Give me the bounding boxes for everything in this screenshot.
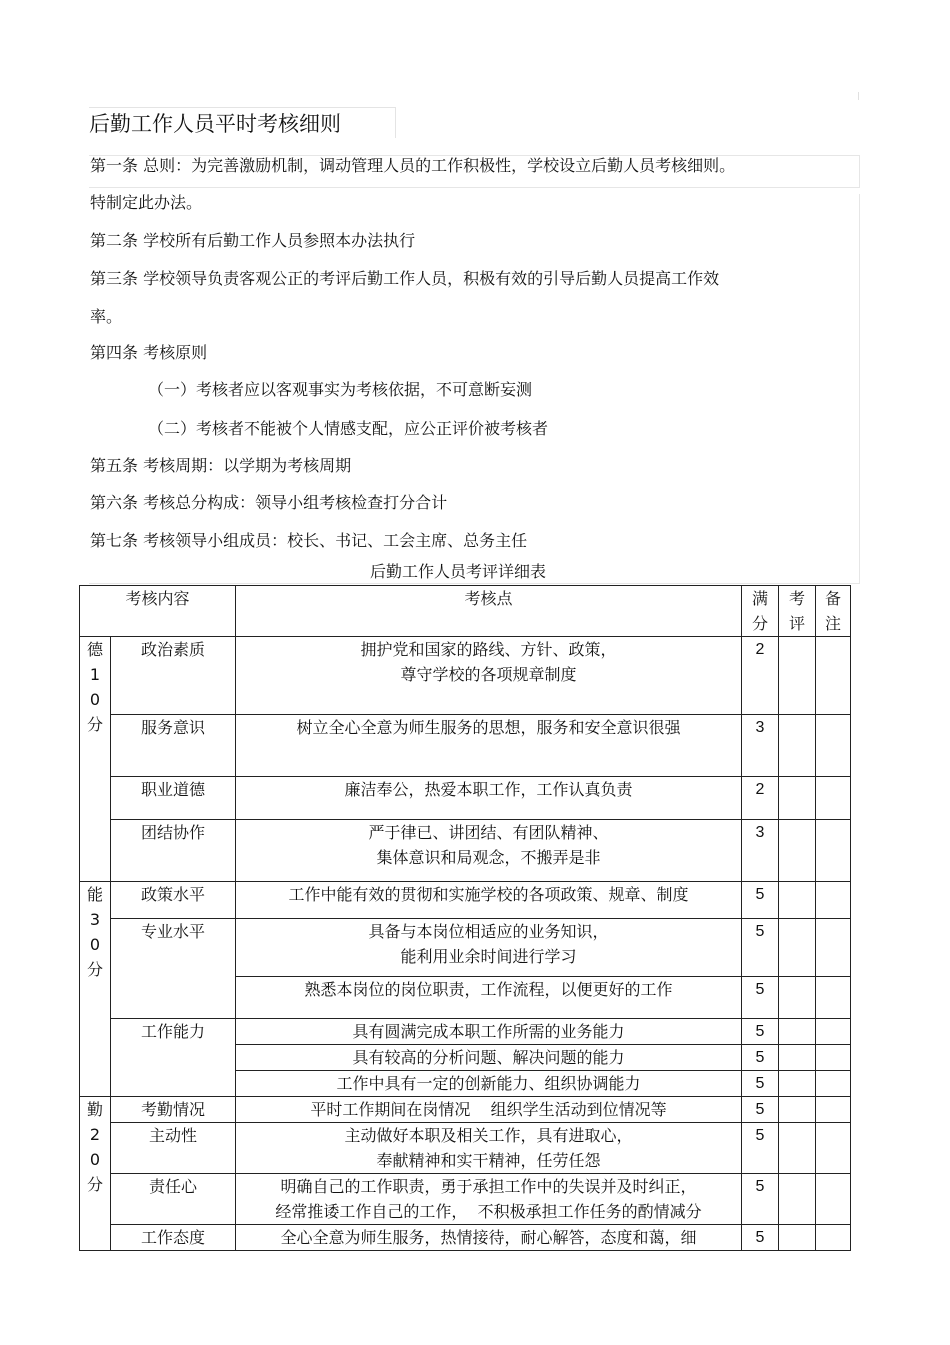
points-cell bbox=[236, 882, 742, 919]
eval-cell bbox=[779, 1045, 816, 1071]
point-line: 工作中能有效的贯彻和实施学校的各项政策、规章、制度 bbox=[288, 885, 689, 904]
score-cell: 5 bbox=[742, 1071, 779, 1097]
note-cell bbox=[816, 977, 851, 1019]
article-5: 第五条 考核周期：以学期为考核周期 bbox=[90, 456, 352, 475]
point-line: 具有较高的分析问题、解决问题的能力 bbox=[352, 1048, 625, 1067]
note-cell bbox=[816, 715, 851, 777]
article-4: 第四条 考核原则 bbox=[90, 343, 208, 362]
category-char: 3 bbox=[89, 910, 101, 929]
note-cell bbox=[816, 1225, 851, 1251]
category-char: 2 bbox=[89, 1125, 101, 1144]
score-cell: 5 bbox=[742, 977, 779, 1019]
score-cell: 3 bbox=[742, 820, 779, 882]
table-row bbox=[80, 1225, 851, 1251]
score-cell: 5 bbox=[742, 1097, 779, 1123]
article-2: 第二条 学校所有后勤工作人员参照本办法执行 bbox=[90, 231, 416, 250]
point-line: 具备与本岗位相适应的业务知识， bbox=[368, 922, 609, 941]
point-line: 熟悉本岗位的岗位职责，工作流程，以便更好的工作 bbox=[304, 980, 673, 999]
point-line: 拥护党和国家的路线、方针、政策， bbox=[360, 640, 617, 659]
item-cell: 专业水平 bbox=[111, 919, 236, 1019]
eval-cell bbox=[779, 1225, 816, 1251]
score-cell: 3 bbox=[742, 715, 779, 777]
category-virtue bbox=[80, 637, 111, 882]
points-cell bbox=[236, 1225, 742, 1251]
points-cell bbox=[236, 1019, 742, 1045]
points-cell bbox=[236, 977, 742, 1019]
article-6: 第六条 考核总分构成：领导小组考核检查打分合计 bbox=[90, 493, 448, 512]
category-char: 0 bbox=[89, 690, 101, 709]
header-note-1: 备 bbox=[824, 589, 841, 608]
eval-cell bbox=[779, 919, 816, 977]
points-cell bbox=[236, 1097, 742, 1123]
points-cell bbox=[236, 777, 742, 820]
point-line: 平时工作期间在岗情况 组织学生活动到位情况等 bbox=[310, 1100, 667, 1119]
points-cell bbox=[236, 715, 742, 777]
score-cell: 5 bbox=[742, 1174, 779, 1225]
points-cell bbox=[236, 1174, 742, 1225]
category-char: 勤 bbox=[86, 1100, 103, 1119]
header-eval-1: 考 bbox=[788, 589, 805, 608]
item-cell: 职业道德 bbox=[111, 777, 236, 820]
point-line: 能利用业余时间进行学习 bbox=[400, 947, 577, 966]
table-row bbox=[80, 637, 851, 715]
point-line: 具有圆满完成本职工作所需的业务能力 bbox=[352, 1022, 625, 1041]
eval-cell bbox=[779, 882, 816, 919]
points-cell bbox=[236, 1045, 742, 1071]
category-char: 德 bbox=[86, 640, 103, 659]
item-cell: 服务意识 bbox=[111, 715, 236, 777]
table-row bbox=[80, 820, 851, 882]
item-cell: 责任心 bbox=[111, 1174, 236, 1225]
note-cell bbox=[816, 637, 851, 715]
points-cell bbox=[236, 1123, 742, 1174]
note-cell bbox=[816, 777, 851, 820]
eval-cell bbox=[779, 777, 816, 820]
item-cell: 政治素质 bbox=[111, 637, 236, 715]
item-cell: 政策水平 bbox=[111, 882, 236, 919]
note-cell bbox=[816, 1045, 851, 1071]
note-cell bbox=[816, 1123, 851, 1174]
eval-cell bbox=[779, 715, 816, 777]
category-ability bbox=[80, 882, 111, 1097]
point-line: 经常推诿工作自己的工作， 不积极承担工作任务的酌情减分 bbox=[275, 1202, 702, 1221]
point-line: 主动做好本职及相关工作，具有进取心， bbox=[344, 1126, 633, 1145]
point-line: 全心全意为师生服务，热情接待，耐心解答，态度和蔼，细 bbox=[280, 1228, 697, 1247]
item-cell: 团结协作 bbox=[111, 820, 236, 882]
header-full-score bbox=[742, 586, 779, 637]
score-cell: 5 bbox=[742, 1045, 779, 1071]
score-cell: 5 bbox=[742, 919, 779, 977]
header-evaluation bbox=[779, 586, 816, 637]
item-cell: 考勤情况 bbox=[111, 1097, 236, 1123]
points-cell bbox=[236, 1071, 742, 1097]
point-line: 树立全心全意为师生服务的思想，服务和安全意识很强 bbox=[296, 718, 681, 737]
note-cell bbox=[816, 820, 851, 882]
article-7: 第七条 考核领导小组成员：校长、书记、工会主席、总务主任 bbox=[90, 531, 528, 550]
table-row bbox=[80, 1123, 851, 1174]
score-cell: 5 bbox=[742, 1019, 779, 1045]
header-note bbox=[816, 586, 851, 637]
point-line: 集体意识和局观念，不搬弄是非 bbox=[376, 848, 601, 867]
category-diligence bbox=[80, 1097, 111, 1251]
table-caption: 后勤工作人员考评详细表 bbox=[370, 562, 547, 581]
header-full-2: 分 bbox=[751, 614, 768, 633]
score-cell: 2 bbox=[742, 777, 779, 820]
score-cell: 5 bbox=[742, 1225, 779, 1251]
point-line: 廉洁奉公，热爱本职工作，工作认真负责 bbox=[344, 780, 633, 799]
eval-cell bbox=[779, 1019, 816, 1045]
point-line: 工作中具有一定的创新能力、组织协调能力 bbox=[336, 1074, 641, 1093]
page-title: 后勤工作人员平时考核细则 bbox=[89, 107, 396, 138]
table-row bbox=[80, 777, 851, 820]
score-cell: 5 bbox=[742, 1123, 779, 1174]
points-cell bbox=[236, 820, 742, 882]
eval-cell bbox=[779, 1097, 816, 1123]
category-char: 分 bbox=[86, 1175, 103, 1194]
score-cell: 5 bbox=[742, 882, 779, 919]
article-3-cont: 率。 bbox=[90, 307, 123, 326]
article-1-cont: 特制定此办法。 bbox=[90, 193, 203, 212]
eval-cell bbox=[779, 637, 816, 715]
category-char: 1 bbox=[89, 665, 101, 684]
points-cell bbox=[236, 637, 742, 715]
header-eval-2: 评 bbox=[788, 614, 805, 633]
note-cell bbox=[816, 919, 851, 977]
eval-cell bbox=[779, 820, 816, 882]
item-cell: 工作能力 bbox=[111, 1019, 236, 1097]
category-char: 分 bbox=[86, 715, 103, 734]
assessment-table bbox=[79, 585, 851, 1251]
note-cell bbox=[816, 1174, 851, 1225]
category-char: 0 bbox=[89, 1150, 101, 1169]
note-cell bbox=[816, 1097, 851, 1123]
table-row bbox=[80, 715, 851, 777]
header-content: 考核内容 bbox=[80, 586, 236, 637]
eval-cell bbox=[779, 1071, 816, 1097]
note-cell bbox=[816, 882, 851, 919]
item-cell: 工作态度 bbox=[111, 1225, 236, 1251]
eval-cell bbox=[779, 1123, 816, 1174]
header-note-2: 注 bbox=[824, 614, 841, 633]
point-line: 严于律已、讲团结、有团队精神、 bbox=[368, 823, 609, 842]
eval-cell bbox=[779, 977, 816, 1019]
principle-1: （一）考核者应以客观事实为考核依据，不可意断妄测 bbox=[148, 380, 533, 399]
article-3: 第三条 学校领导负责客观公正的考评后勤工作人员，积极有效的引导后勤人员提高工作效 bbox=[90, 269, 720, 288]
eval-cell bbox=[779, 1174, 816, 1225]
principle-2: （二）考核者不能被个人情感支配，应公正评价被考核者 bbox=[148, 419, 549, 438]
category-char: 0 bbox=[89, 935, 101, 954]
point-line: 明确自己的工作职责，勇于承担工作中的失误并及时纠正， bbox=[280, 1177, 697, 1196]
table-row bbox=[80, 1097, 851, 1123]
point-line: 奉献精神和实干精神，任劳任怨 bbox=[376, 1151, 601, 1170]
table-row bbox=[80, 1019, 851, 1045]
table-header-row bbox=[80, 586, 851, 637]
note-cell bbox=[816, 1019, 851, 1045]
point-line: 尊守学校的各项规章制度 bbox=[400, 665, 577, 684]
table-row bbox=[80, 1174, 851, 1225]
article-1: 第一条 总则：为完善激励机制，调动管理人员的工作积极性，学校设立后勤人员考核细则。 bbox=[90, 156, 736, 175]
points-cell bbox=[236, 919, 742, 977]
category-char: 分 bbox=[86, 960, 103, 979]
note-cell bbox=[816, 1071, 851, 1097]
table-row bbox=[80, 882, 851, 919]
category-char: 能 bbox=[86, 885, 103, 904]
score-cell: 2 bbox=[742, 637, 779, 715]
item-cell: 主动性 bbox=[111, 1123, 236, 1174]
header-full-1: 满 bbox=[751, 589, 768, 608]
header-points: 考核点 bbox=[236, 586, 742, 637]
margin-mark bbox=[858, 92, 859, 100]
table-row bbox=[80, 919, 851, 977]
